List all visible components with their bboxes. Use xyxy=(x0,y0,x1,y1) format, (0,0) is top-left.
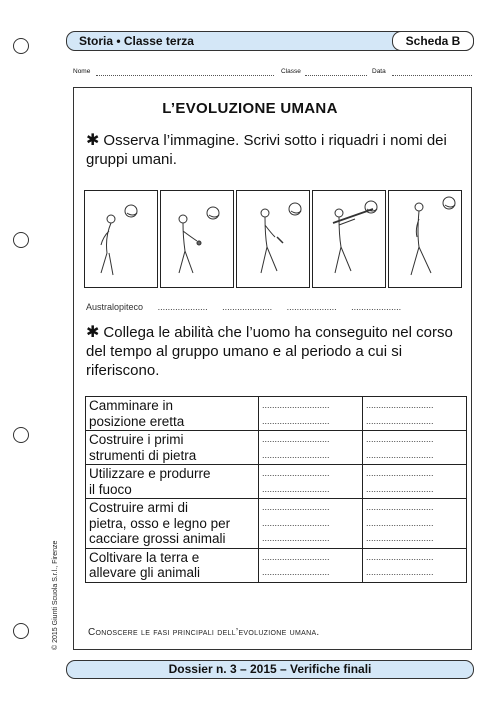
name-field[interactable] xyxy=(96,75,274,76)
table-row xyxy=(86,397,467,431)
period-blank[interactable]: ........................... ........................... xyxy=(363,431,467,465)
homo-sapiens-figure-icon xyxy=(389,191,461,287)
figure-labels xyxy=(86,302,413,312)
ability-cell: Camminare in posizione eretta xyxy=(86,397,259,431)
ability-cell: Costruire i primi strumenti di pietra xyxy=(86,431,259,465)
homo-erectus-figure-icon xyxy=(237,191,309,287)
figure-label-3[interactable]: .................... xyxy=(222,302,273,312)
matching-table xyxy=(85,396,467,583)
figure-label-1: Australopiteco xyxy=(86,302,144,312)
binder-hole-1 xyxy=(13,38,29,54)
header-bar xyxy=(66,31,474,51)
instruction-2 xyxy=(86,323,466,380)
ability-cell: Utilizzare e produrre il fuoco xyxy=(86,465,259,499)
australopithecus-figure-icon xyxy=(85,191,157,287)
figure-box-4 xyxy=(312,190,386,288)
binder-hole-4 xyxy=(13,623,29,639)
group-blank[interactable]: ........................... ........................... xyxy=(259,548,363,582)
worksheet-badge: Scheda B xyxy=(392,31,474,51)
copyright-notice: © 2015 Giunti Scuola S.r.l., Firenze xyxy=(52,540,59,650)
group-blank[interactable]: ........................... ........................... ........................... xyxy=(259,499,363,549)
table-row xyxy=(86,465,467,499)
period-blank[interactable]: ........................... ........................... ........................... xyxy=(363,499,467,549)
ability-cell: Coltivare la terra e allevare gli animali xyxy=(86,548,259,582)
bullet-icon: ✱ xyxy=(86,132,100,149)
figure-label-2[interactable]: .................... xyxy=(157,302,208,312)
footer-bar: Dossier n. 3 – 2015 – Verifiche finali xyxy=(66,660,474,679)
instruction-1 xyxy=(86,131,466,169)
ability-cell: Costruire armi di pietra, osso e legno per cacciare grossi animali xyxy=(86,499,259,549)
figure-box-2 xyxy=(160,190,234,288)
group-blank[interactable]: ........................... ........................... xyxy=(259,397,363,431)
period-blank[interactable]: ........................... ........................... xyxy=(363,465,467,499)
class-field-label: Classe xyxy=(281,68,301,75)
homo-habilis-figure-icon xyxy=(161,191,233,287)
figure-box-5 xyxy=(388,190,462,288)
instruction-2-text: Collega le abilità che l’uomo ha conseguito nel corso del tempo al gruppo umano e al periodo a cui si riferiscono. xyxy=(86,324,453,379)
neanderthal-figure-icon xyxy=(313,191,385,287)
table-row xyxy=(86,431,467,465)
figure-label-4[interactable]: .................... xyxy=(286,302,337,312)
name-field-label: Nome xyxy=(73,68,91,75)
subject-label: Storia • Classe terza xyxy=(79,34,194,48)
period-blank[interactable]: ........................... ........................... xyxy=(363,397,467,431)
group-blank[interactable]: ........................... ........................... xyxy=(259,431,363,465)
binder-hole-2 xyxy=(13,232,29,248)
period-blank[interactable]: ........................... ........................... xyxy=(363,548,467,582)
instruction-1-text: Osserva l’immagine. Scrivi sotto i riquadri i nomi dei gruppi umani. xyxy=(86,132,447,168)
class-field[interactable] xyxy=(305,75,367,76)
table-row xyxy=(86,499,467,549)
figure-box-1 xyxy=(84,190,158,288)
bullet-icon: ✱ xyxy=(86,324,100,341)
binder-hole-3 xyxy=(13,427,29,443)
learning-objective: Conoscere le fasi principali dell’evoluzione umana. xyxy=(88,627,320,638)
table-row xyxy=(86,548,467,582)
date-field[interactable] xyxy=(392,75,472,76)
page-title: L’EVOLUZIONE UMANA xyxy=(162,100,338,117)
figure-label-5[interactable]: .................... xyxy=(351,302,402,312)
group-blank[interactable]: ........................... ........................... xyxy=(259,465,363,499)
figure-box-3 xyxy=(236,190,310,288)
date-field-label: Data xyxy=(372,68,386,75)
